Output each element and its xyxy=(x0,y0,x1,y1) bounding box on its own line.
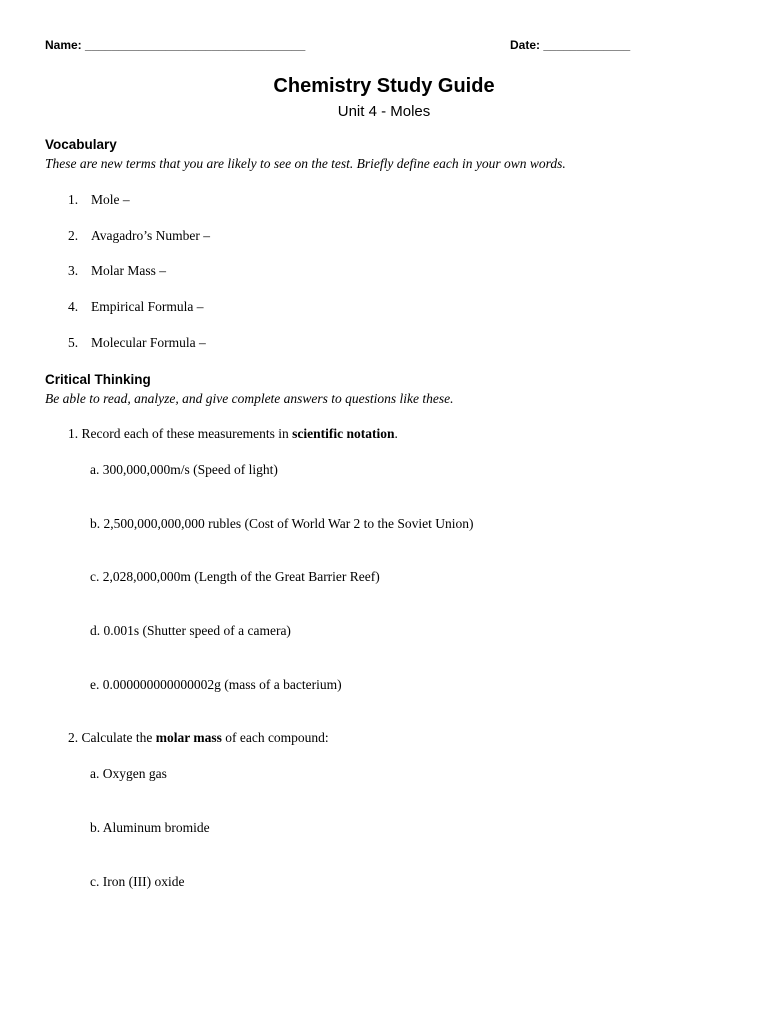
question-2-part-a: a. Oxygen gas xyxy=(90,766,167,781)
vocab-item-number: 4. xyxy=(68,299,79,314)
question-1-part-c: c. 2,028,000,000m (Length of the Great Barrier Reef) xyxy=(90,569,380,584)
question-2-prefix: 2. Calculate the xyxy=(68,730,156,745)
vocab-item-text: Molar Mass – xyxy=(91,263,166,278)
question-1-part-a: a. 300,000,000m/s (Speed of light) xyxy=(90,462,278,477)
vocab-item-mole xyxy=(68,192,130,208)
vocab-item-number: 2. xyxy=(68,228,79,243)
vocab-item-number: 5. xyxy=(68,335,79,350)
date-label: Date: xyxy=(510,38,541,52)
vocab-item-avagadro xyxy=(68,228,210,244)
vocab-item-number: 1. xyxy=(68,192,79,207)
vocab-item-number: 3. xyxy=(68,263,79,278)
page-subtitle: Unit 4 - Moles xyxy=(337,103,431,120)
critical-thinking-description: Be able to read, analyze, and give complete answers to questions like these. xyxy=(45,391,454,406)
vocabulary-heading: Vocabulary xyxy=(45,137,117,152)
question-2-part-c: c. Iron (III) oxide xyxy=(90,874,185,889)
vocab-item-text: Empirical Formula – xyxy=(91,299,204,314)
question-1-suffix: . xyxy=(394,426,398,441)
page-title: Chemistry Study Guide xyxy=(273,75,495,97)
question-1-part-d: d. 0.001s (Shutter speed of a camera) xyxy=(90,623,291,638)
vocab-item-molecular-formula xyxy=(68,335,206,351)
question-2 xyxy=(68,730,329,746)
date-field xyxy=(510,38,630,52)
question-2-keyword: molar mass xyxy=(155,730,222,745)
question-1-keyword: scientific notation xyxy=(292,426,395,441)
critical-thinking-heading: Critical Thinking xyxy=(45,372,151,387)
vocab-item-empirical-formula xyxy=(68,299,203,315)
vocab-item-text: Molecular Formula – xyxy=(91,335,206,350)
vocabulary-description: These are new terms that you are likely to see on the test. Briefly define each in your own words. xyxy=(45,156,566,171)
name-field xyxy=(45,38,305,52)
question-1-part-e: e. 0.000000000000002g (mass of a bacterium) xyxy=(90,677,342,692)
question-1-part-b: b. 2,500,000,000,000 rubles (Cost of World War 2 to the Soviet Union) xyxy=(90,516,474,531)
vocab-item-text: Mole – xyxy=(91,192,130,207)
question-1 xyxy=(68,426,398,442)
vocab-item-text: Avagadro’s Number – xyxy=(91,228,210,243)
date-blank-line[interactable]: _____________ xyxy=(543,38,631,52)
question-1-prefix: 1. Record each of these measurements in xyxy=(68,426,293,441)
question-2-part-b: b. Aluminum bromide xyxy=(90,820,210,835)
question-2-suffix: of each compound: xyxy=(221,730,329,745)
vocab-item-molar-mass xyxy=(68,263,166,279)
name-blank-line[interactable]: _________________________________ xyxy=(85,38,306,52)
name-label: Name: xyxy=(45,38,82,52)
